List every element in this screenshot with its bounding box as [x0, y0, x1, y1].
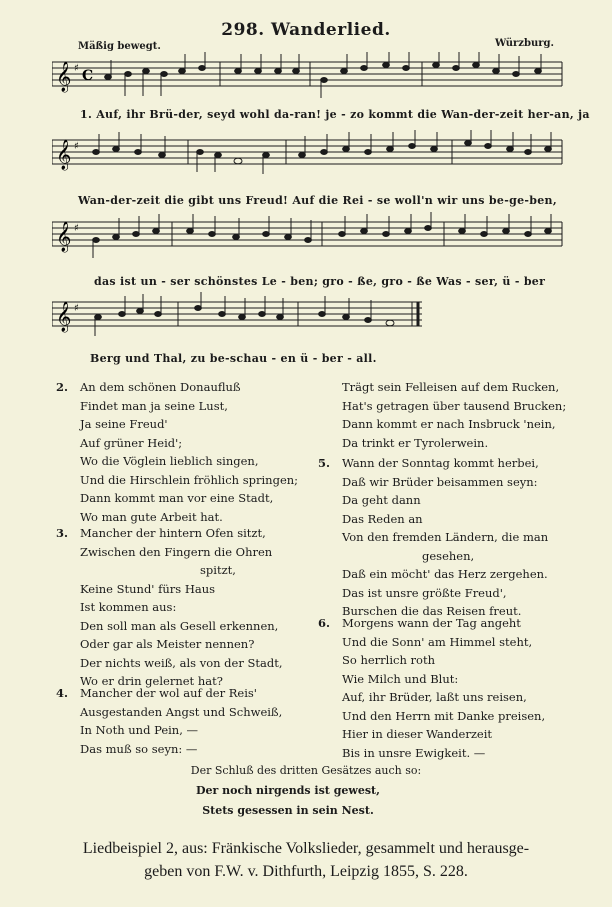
closing-line-1: Der noch nirgends ist gewest, — [196, 784, 380, 797]
verse-line: So herrlich roth — [342, 653, 435, 667]
verse-line: gesehen, — [422, 548, 475, 563]
verse-line: Zwischen den Fingern die Ohren — [80, 544, 273, 559]
verse-line: Wo er drin gelernet hat? — [80, 674, 223, 688]
music-staff-2 — [52, 130, 572, 190]
music-staff-4 — [52, 292, 572, 352]
verse-line: Daß wir Brüder beisammen seyn: — [342, 474, 538, 489]
verse-line: Wann der Sonntag kommt herbei, — [342, 456, 539, 470]
lyric-line-1: 1. Auf, ihr Brü-der, seyd wohl da-ran! je - zo kommt die Wan-der-zeit her-an, ja — [80, 108, 590, 121]
verse-line: Ausgestanden Angst und Schweiß, — [80, 704, 283, 719]
verse-line: Dann kommt man vor eine Stadt, — [80, 491, 274, 505]
svg-text:♯: ♯ — [74, 223, 79, 234]
verse-line: Hier in dieser Wanderzeit — [342, 727, 493, 741]
svg-text:♯: ♯ — [74, 303, 79, 314]
verse-line: Oder gar als Meister nennen? — [80, 637, 255, 651]
verse-line: Und die Hirschlein fröhlich springen; — [80, 472, 299, 487]
lyric-line-4: Berg und Thal, zu be-schau - en ü - ber - all. — [90, 352, 377, 365]
svg-text:♯: ♯ — [74, 63, 79, 74]
tempo-marking: Mäßig bewegt. — [78, 41, 161, 52]
verse-line: Das Reden an — [342, 511, 423, 526]
verse-3 — [56, 524, 283, 691]
verse-line: Findet man ja seine Lust, — [80, 398, 228, 413]
verse-line: Den soll man als Gesell erkennen, — [80, 618, 279, 633]
closing-line-2: Stets gesessen in sein Nest. — [202, 804, 374, 817]
closing-note — [0, 761, 612, 821]
svg-text:♯: ♯ — [74, 141, 79, 152]
verse-line: Trägt sein Felleisen auf dem Rucken, — [342, 380, 560, 394]
verse-line: Das ist unsre größte Freud', — [342, 585, 507, 600]
verse-line: Ja seine Freud' — [80, 417, 168, 431]
verse-line: Ist kommen aus: — [80, 600, 177, 614]
verse-line: Da geht dann — [342, 493, 421, 507]
verse-2 — [56, 378, 298, 526]
verse-line: Der nichts weiß, als von der Stadt, — [80, 655, 283, 670]
caption-line-1: Liedbeispiel 2, aus: Fränkische Volkslieder, gesammelt und herausge- — [82, 840, 530, 857]
verse-number: 5. — [318, 456, 331, 470]
verse-number: 2. — [56, 380, 69, 394]
lyric-line-3: das ist un - ser schönstes Le - ben; gro - ße, gro - ße Was - ser, ü - ber — [94, 275, 546, 288]
verse-6 — [318, 614, 545, 762]
closing-intro: Der Schluß des dritten Gesätzes auch so: — [190, 764, 422, 777]
verse-line: An dem schönen Donaufluß — [80, 380, 241, 394]
verse-4-continued — [318, 378, 566, 452]
music-staff-1 — [52, 52, 572, 112]
verse-line: Bis in unsre Ewigkeit. — — [342, 745, 486, 760]
caption-line-2: geben von F.W. v. Dithfurth, Leipzig 1855, S. 228. — [144, 863, 468, 880]
song-title: 298. Wanderlied. — [221, 20, 391, 40]
svg-text:𝄞: 𝄞 — [56, 140, 72, 170]
verse-line: Burschen die das Reisen freut. — [342, 604, 522, 618]
verse-line: Wo die Vöglein lieblich singen, — [80, 454, 259, 468]
svg-text:𝄞: 𝄞 — [56, 62, 72, 92]
verse-line: Auf, ihr Brüder, laßt uns reisen, — [342, 690, 527, 704]
music-staff-3 — [52, 212, 572, 272]
song-origin: Würzburg. — [494, 38, 554, 49]
verse-line: Wo man gute Arbeit hat. — [80, 509, 223, 524]
verse-line: Da trinkt er Tyrolerwein. — [342, 435, 489, 450]
verse-line: Mancher der hintern Ofen sitzt, — [80, 526, 266, 540]
verse-line: Von den fremden Ländern, die man — [342, 530, 549, 544]
verse-line: Mancher der wol auf der Reis' — [80, 686, 257, 700]
verse-5 — [318, 454, 548, 621]
verse-number: 4. — [56, 686, 69, 700]
verse-line: Und den Herrn mit Danke preisen, — [342, 708, 546, 723]
verse-line: In Noth und Pein, — — [80, 723, 199, 737]
lyric-line-2: Wan-der-zeit die gibt uns Freud! Auf die Rei - se woll'n wir uns be-ge-ben, — [78, 194, 557, 207]
verse-4 — [56, 684, 282, 758]
verse-line: Das muß so seyn: — — [80, 741, 198, 756]
verse-line: Daß ein möcht' das Herz zergehen. — [342, 567, 548, 581]
verse-line: Morgens wann der Tag angeht — [342, 616, 521, 630]
source-caption — [0, 837, 612, 883]
svg-text:𝄞: 𝄞 — [56, 302, 72, 332]
svg-text:𝄞: 𝄞 — [56, 222, 72, 252]
verse-line: Auf grüner Heid'; — [80, 435, 183, 450]
verse-number: 3. — [56, 526, 69, 540]
verse-number: 6. — [318, 616, 331, 630]
verse-line: Wie Milch und Blut: — [342, 671, 459, 686]
verse-line: Und die Sonn' am Himmel steht, — [342, 634, 533, 649]
verse-line: Keine Stund' fürs Haus — [80, 581, 216, 596]
svg-text:C: C — [82, 68, 94, 84]
verse-line: spitzt, — [200, 563, 236, 577]
verse-line: Hat's getragen über tausend Brucken; — [342, 398, 567, 413]
verse-line: Dann kommt er nach Insbruck 'nein, — [342, 417, 556, 431]
